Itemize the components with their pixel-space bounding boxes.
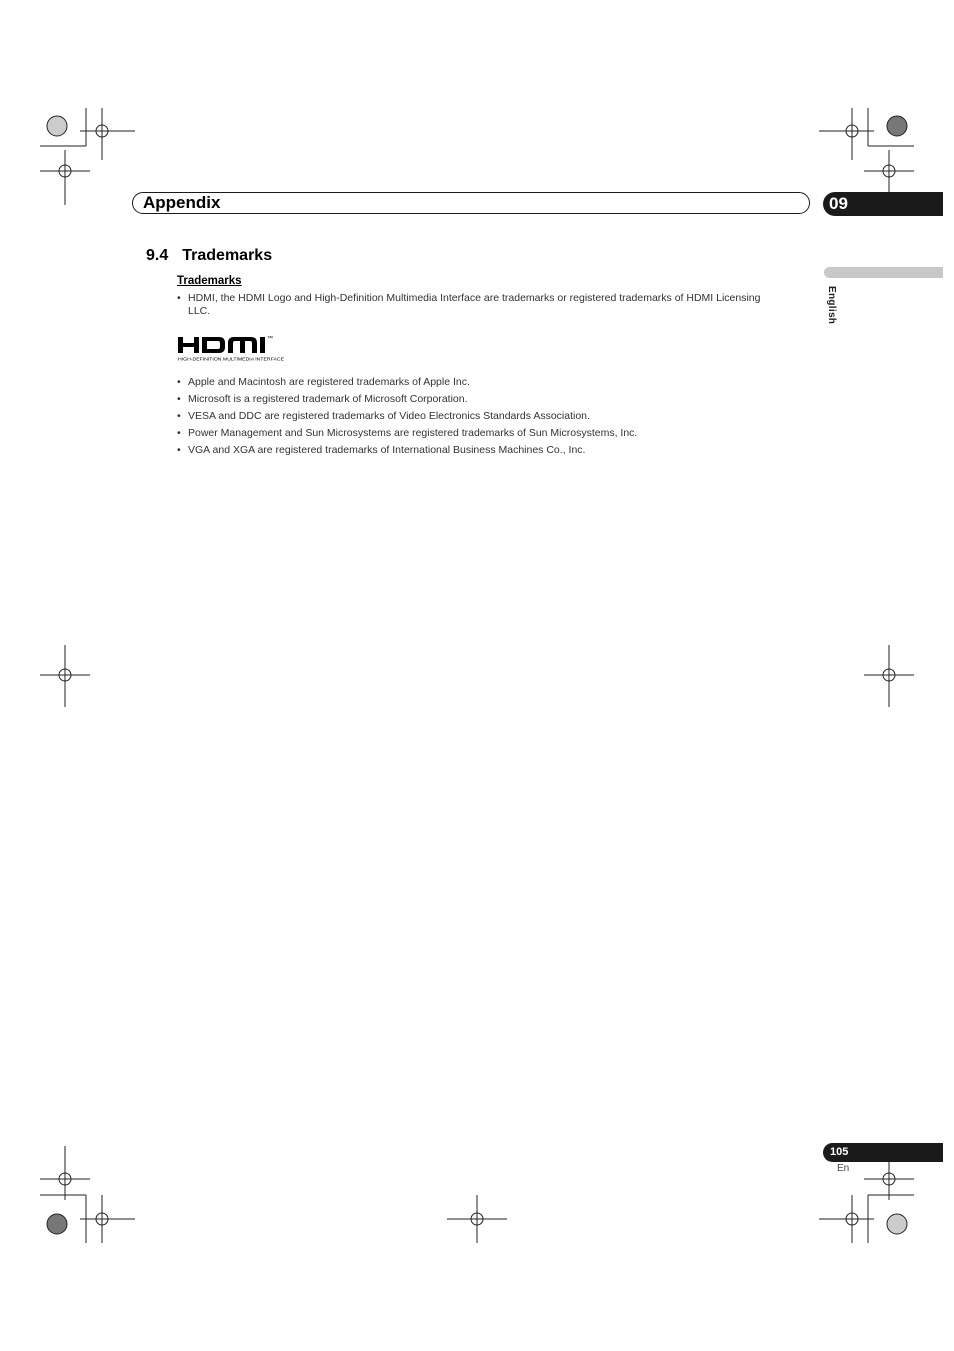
list-item: • Apple and Macintosh are registered trademarks of Apple Inc. <box>177 376 470 388</box>
page-language-code: En <box>837 1163 850 1174</box>
list-item: • HDMI, the HDMI Logo and High-Definition Multimedia Interface are trademarks or registered trademarks of HDMI Licensing LLC. <box>177 292 761 317</box>
section-number: 9.4 <box>146 247 169 264</box>
subheading: Trademarks <box>177 275 242 287</box>
header-title: Appendix <box>143 193 221 212</box>
list-item: • Power Management and Sun Microsystems are registered trademarks of Sun Microsystems, Inc. <box>177 427 638 439</box>
language-label: English <box>826 286 837 325</box>
hdmi-logo <box>177 334 297 364</box>
list-item: • VGA and XGA are registered trademarks of International Business Machines Co., Inc. <box>177 444 586 456</box>
language-tab-bar <box>824 267 943 278</box>
bullet: • <box>177 376 181 388</box>
list-item: • Microsoft is a registered trademark of Microsoft Corporation. <box>177 393 468 405</box>
bullet: • <box>177 292 181 304</box>
page-number-tab: 105 <box>823 1143 943 1162</box>
bullet: • <box>177 427 181 439</box>
section-heading: Trademarks <box>182 247 273 264</box>
chapter-number-tab: 09 <box>823 192 943 216</box>
trademark-symbol: ™ <box>267 336 273 342</box>
bullet: • <box>177 444 181 456</box>
header-bar <box>132 192 810 214</box>
list-item: • VESA and DDC are registered trademarks of Video Electronics Standards Association. <box>177 410 590 422</box>
trademark-list <box>177 376 777 461</box>
section-title <box>146 247 272 265</box>
trademark-list-hdmi <box>177 292 777 322</box>
bullet: • <box>177 393 181 405</box>
bullet: • <box>177 410 181 422</box>
hdmi-tagline: HIGH-DEFINITION MULTIMEDIA INTERFACE <box>178 356 284 362</box>
